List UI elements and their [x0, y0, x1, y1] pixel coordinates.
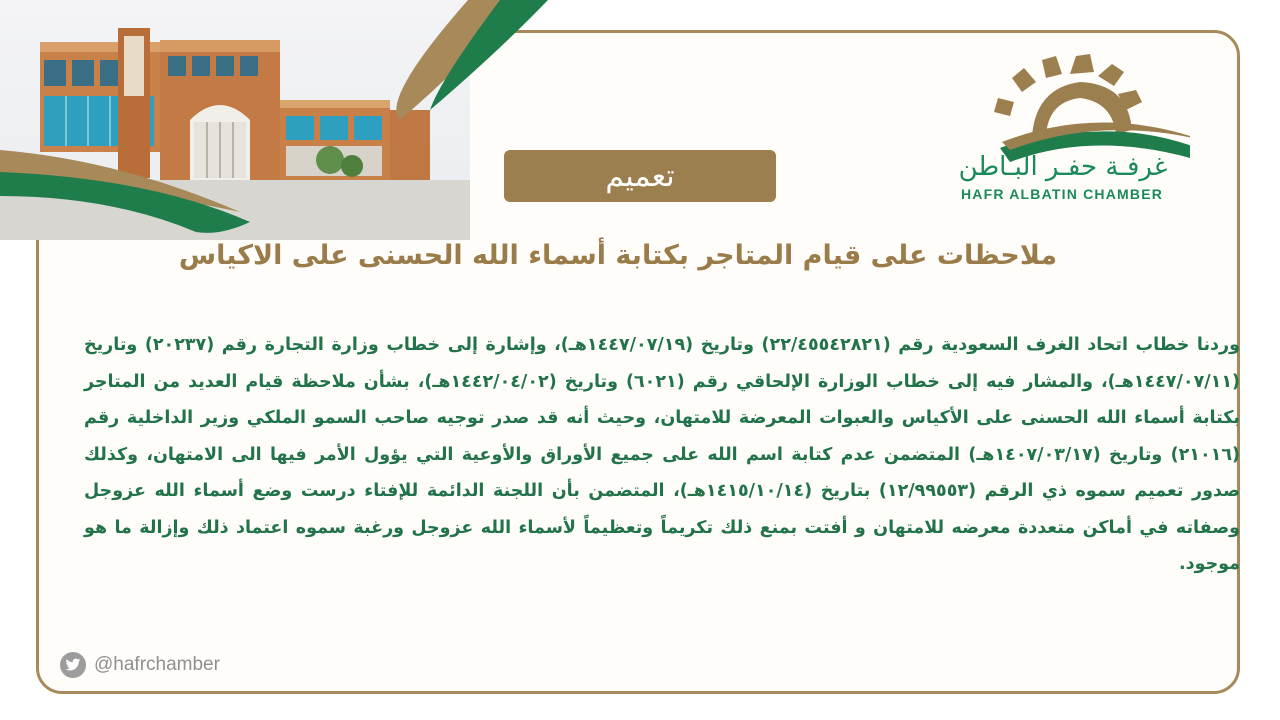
social-handle-text: @hafrchamber	[94, 654, 220, 675]
social-handle[interactable]	[60, 652, 220, 678]
circular-badge	[504, 150, 776, 202]
twitter-bird-icon	[60, 652, 86, 678]
decorative-swoosh	[0, 0, 560, 240]
document-title: ملاحظات على قيام المتاجر بكتابة أسماء الله الحسنى على الاكياس	[178, 240, 1058, 271]
logo-arabic-name: غرفـة حفـر البـاطن	[958, 152, 1168, 182]
document-body: وردنا خطاب اتحاد الغرف السعودية رقم (٢٢/٤٥٥٤٢٨٢١) وتاريخ (١٤٤٧/٠٧/١٩هـ)، وإشارة إلى خطاب وزارة التجارة رقم (٢٠٢٣٧) وتاريخ (١٤٤٧/٠٧/١١هـ)، والمشار فيه إلى خطاب الوزارة الإلحاقي رقم (٦٠٢١) وتاريخ (١٤٤٢/٠٤/٠٢هـ)، بشأن ملاحظة قيام العديد من المتاجر بكتابة أسماء الله الحسنى على الأكياس والعبوات المعرضة للامتهان، وحيث أنه قد صدر توجيه صاحب السمو الملكي وزير الداخلية رقم (٢١٠١٦) وتاريخ (١٤٠٧/٠٣/١٧هـ) المتضمن عدم كتابة اسم الله على جميع الأوراق والأوعية التي يؤول الأمر فيها الى الامتهان، وكذلك صدور تعميم سموه ذي الرقم (١٢/٩٩٥٥٣) بتاريخ (١٤١٥/١٠/١٤هـ)، المتضمن بأن اللجنة الدائمة للإفتاء درست وضع أسماء الله عزوجل وصفاته في أماكن متعددة معرضه للامتهان و أفتت بمنع ذلك تكريماً وتعظيماً لأسماء الله عزوجل ورغبة سموه اعتماد ذلك وإزالة ما هو موجود.	[84, 335, 1240, 574]
circular-badge-label: تعميم	[605, 158, 675, 194]
logo-english-name: HAFR ALBATIN CHAMBER	[960, 186, 1164, 202]
